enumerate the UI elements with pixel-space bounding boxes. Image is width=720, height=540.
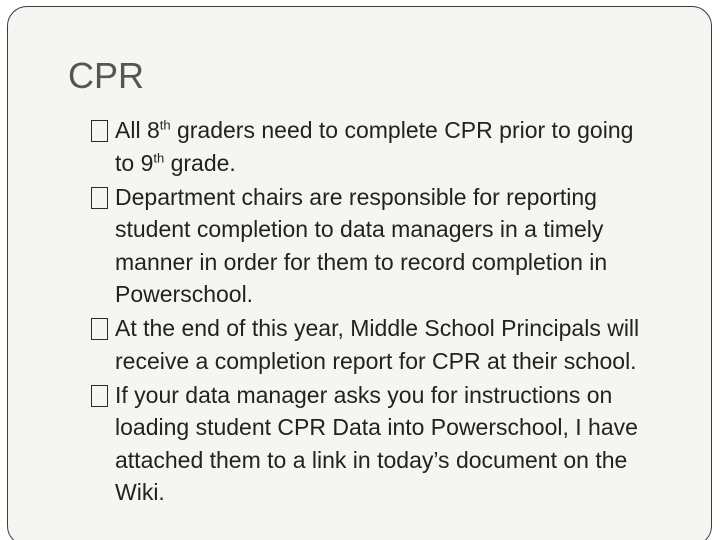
bullet-text: At the end of this year, Middle School Principals will receive a completion report for CPR at their school.	[115, 315, 640, 374]
bullet-item	[115, 114, 655, 179]
bullet-box-icon	[91, 318, 108, 340]
bullet-item	[115, 379, 655, 509]
bullet-text-part: grade.	[164, 149, 236, 176]
bullet-text-part: graders need to complete CPR prior to going to 9	[115, 117, 634, 176]
ordinal-suffix: th	[153, 149, 165, 165]
bullet-box-icon	[91, 120, 108, 142]
bullet-list	[115, 114, 655, 510]
bullet-item	[115, 181, 655, 311]
ordinal-suffix: th	[159, 117, 171, 133]
bullet-text: If your data manager asks you for instructions on loading student CPR Data into Powerschool, I have attached them to a link in today’s document on the Wiki.	[115, 381, 638, 505]
slide-title: CPR	[68, 55, 145, 96]
bullet-text: Department chairs are responsible for reporting student completion to data managers in a timely manner in order for them to record completion in Powerschool.	[115, 183, 608, 307]
bullet-item	[115, 312, 655, 377]
bullet-text-part: All 8	[115, 117, 160, 143]
bullet-box-icon	[91, 385, 108, 407]
bullet-box-icon	[91, 187, 108, 209]
